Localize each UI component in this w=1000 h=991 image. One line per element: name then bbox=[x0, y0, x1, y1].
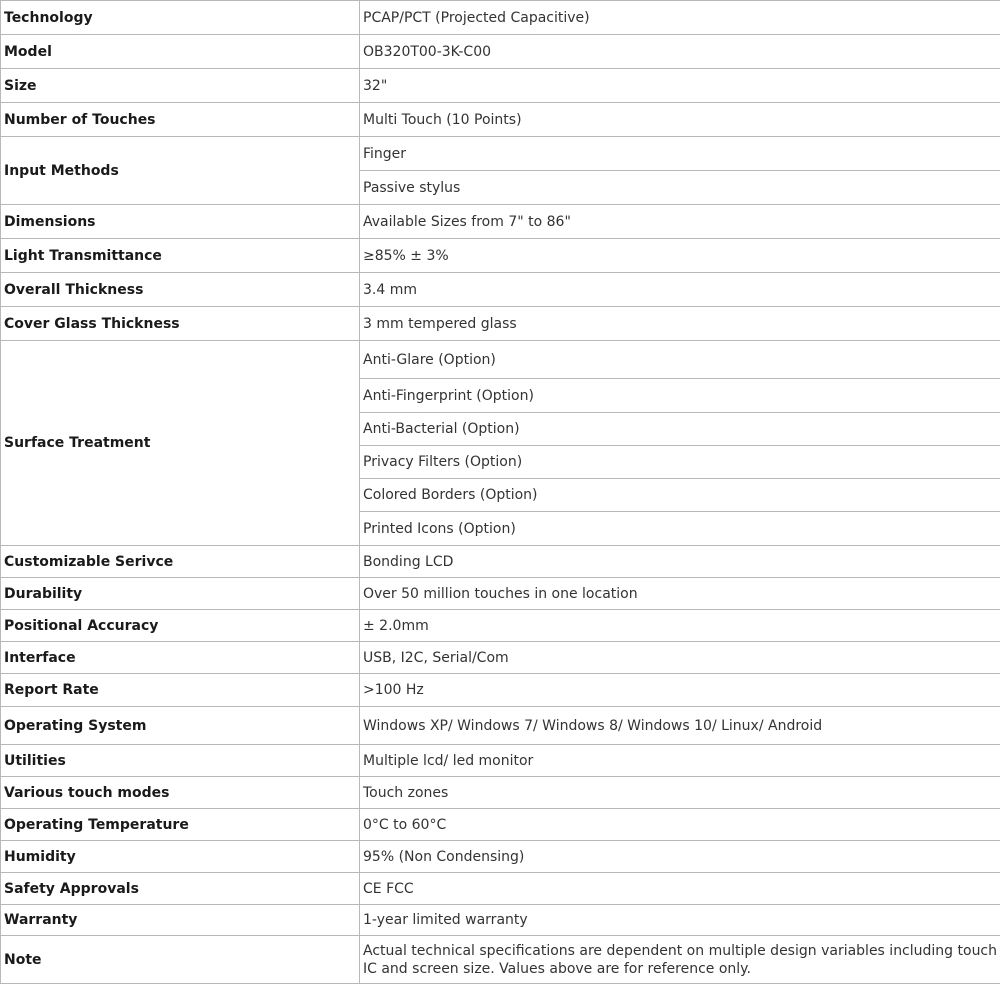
table-row bbox=[1, 610, 1000, 642]
spec-label: Warranty bbox=[1, 905, 360, 936]
spec-value: ≥85% ± 3% bbox=[360, 239, 1000, 273]
spec-value: CE FCC bbox=[360, 873, 1000, 905]
table-row bbox=[1, 777, 1000, 809]
spec-value: Passive stylus bbox=[360, 171, 1000, 205]
table-row bbox=[1, 546, 1000, 578]
table-row bbox=[1, 674, 1000, 707]
spec-label: Various touch modes bbox=[1, 777, 360, 809]
spec-value: 32" bbox=[360, 69, 1000, 103]
spec-label: Technology bbox=[1, 1, 360, 35]
table-row bbox=[1, 578, 1000, 610]
table-row bbox=[1, 239, 1000, 273]
spec-label: Customizable Serivce bbox=[1, 546, 360, 578]
spec-value: Privacy Filters (Option) bbox=[360, 446, 1000, 479]
table-row bbox=[1, 273, 1000, 307]
spec-value: Multiple lcd/ led monitor bbox=[360, 745, 1000, 777]
table-row bbox=[1, 1, 1000, 35]
spec-label: Size bbox=[1, 69, 360, 103]
spec-label: Operating Temperature bbox=[1, 809, 360, 841]
spec-value: Touch zones bbox=[360, 777, 1000, 809]
spec-value: Actual technical specifications are dependent on multiple design variables including touch IC and screen size. Values above are for reference only. bbox=[360, 936, 1000, 984]
table-row bbox=[1, 707, 1000, 745]
spec-label: Safety Approvals bbox=[1, 873, 360, 905]
spec-value: Over 50 million touches in one location bbox=[360, 578, 1000, 610]
spec-label: Utilities bbox=[1, 745, 360, 777]
spec-label: Report Rate bbox=[1, 674, 360, 707]
spec-label: Input Methods bbox=[1, 137, 360, 205]
spec-value: OB320T00-3K-C00 bbox=[360, 35, 1000, 69]
table-row bbox=[1, 205, 1000, 239]
table-row bbox=[1, 809, 1000, 841]
table-row bbox=[1, 841, 1000, 873]
spec-value: ± 2.0mm bbox=[360, 610, 1000, 642]
spec-value: Available Sizes from 7" to 86" bbox=[360, 205, 1000, 239]
table-row bbox=[1, 936, 1000, 984]
spec-value: Finger bbox=[360, 137, 1000, 171]
spec-value: Printed Icons (Option) bbox=[360, 512, 1000, 546]
spec-label: Cover Glass Thickness bbox=[1, 307, 360, 341]
spec-value: 1-year limited warranty bbox=[360, 905, 1000, 936]
spec-label: Dimensions bbox=[1, 205, 360, 239]
table-row bbox=[1, 341, 1000, 379]
table-row bbox=[1, 35, 1000, 69]
spec-value: Anti-Fingerprint (Option) bbox=[360, 379, 1000, 413]
spec-value: PCAP/PCT (Projected Capacitive) bbox=[360, 1, 1000, 35]
spec-value: Anti-Glare (Option) bbox=[360, 341, 1000, 379]
spec-label: Operating System bbox=[1, 707, 360, 745]
spec-value: 0°C to 60°C bbox=[360, 809, 1000, 841]
table-row bbox=[1, 69, 1000, 103]
spec-value: USB, I2C, Serial/Com bbox=[360, 642, 1000, 674]
table-row bbox=[1, 745, 1000, 777]
table-row bbox=[1, 137, 1000, 171]
table-row bbox=[1, 873, 1000, 905]
table-row bbox=[1, 103, 1000, 137]
table-row bbox=[1, 642, 1000, 674]
spec-label: Durability bbox=[1, 578, 360, 610]
spec-value: >100 Hz bbox=[360, 674, 1000, 707]
spec-label: Model bbox=[1, 35, 360, 69]
spec-label: Number of Touches bbox=[1, 103, 360, 137]
spec-value: Anti-Bacterial (Option) bbox=[360, 413, 1000, 446]
spec-label: Interface bbox=[1, 642, 360, 674]
table-row bbox=[1, 905, 1000, 936]
spec-label: Positional Accuracy bbox=[1, 610, 360, 642]
spec-value: Bonding LCD bbox=[360, 546, 1000, 578]
spec-label: Overall Thickness bbox=[1, 273, 360, 307]
spec-label: Surface Treatment bbox=[1, 341, 360, 546]
spec-label: Light Transmittance bbox=[1, 239, 360, 273]
spec-value: Colored Borders (Option) bbox=[360, 479, 1000, 512]
spec-value: Multi Touch (10 Points) bbox=[360, 103, 1000, 137]
spec-label: Note bbox=[1, 936, 360, 984]
spec-value: 95% (Non Condensing) bbox=[360, 841, 1000, 873]
spec-value: 3.4 mm bbox=[360, 273, 1000, 307]
table-row bbox=[1, 307, 1000, 341]
spec-label: Humidity bbox=[1, 841, 360, 873]
spec-value: 3 mm tempered glass bbox=[360, 307, 1000, 341]
spec-value: Windows XP/ Windows 7/ Windows 8/ Windows 10/ Linux/ Android bbox=[360, 707, 1000, 745]
